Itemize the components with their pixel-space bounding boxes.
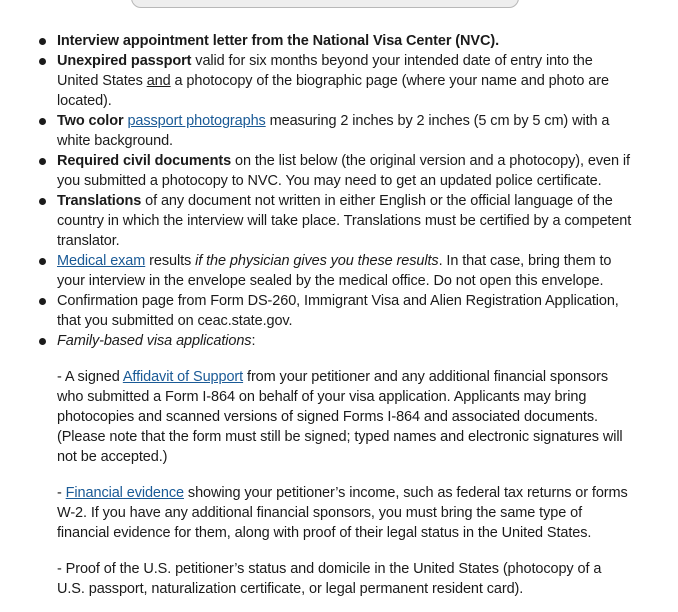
item-text: . In that case, bring them to your interview in the envelope sealed by the medical office. Do not open this envelope. [57,253,612,289]
bullet-icon [39,118,46,125]
bullet-icon [39,298,46,305]
affidavit-of-support-link[interactable]: Affidavit of Support [122,369,244,385]
list-item-ds260 [0,291,678,331]
bullet-icon [39,258,46,265]
item-bold-text: Unexpired passport [57,53,192,69]
item-text: results [145,253,196,269]
list-item-passport [0,51,678,111]
bullet-icon [39,158,46,165]
paragraph-text: - Proof of the U.S. petitioner’s status and domicile in the United States (photocopy of a U.S. passport, naturalization certificate, or legal permanent resident card). [57,561,602,597]
item-text: of any document not written in either English or the official language of the country in which the interview will take place. Translations must be certified by a competent translator. [57,193,632,249]
list-item-translations [0,191,678,251]
paragraph-prefix: - A signed [57,369,123,385]
list-item-photos [0,111,678,151]
paragraph-text: showing your petitioner’s income, such as federal tax returns or forms W-2. If you have any additional financial sponsors, you must bring the same type of financial evidence for them, along with proof of their legal status in the United States. [57,485,628,541]
financial-evidence-link[interactable]: Financial evidence [65,485,184,501]
item-text: Confirmation page from Form DS-260, Immigrant Visa and Alien Registration Application, that you submitted on ceac.state.gov. [57,293,619,329]
item-bold-text: Required civil documents [57,153,232,169]
medical-exam-link[interactable]: Medical exam [57,253,146,269]
paragraph-text: from your petitioner and any additional financial sponsors who submitted a Form I-864 on behalf of your visa application. Applicants may bring photocopies and scanned versions of signed Forms I-864 and associated documents. (Please note that the form must still be signed; typed names and electronic signatures will not be accepted.) [57,369,623,465]
required-documents-list [0,31,678,351]
list-item-family-based [0,331,678,351]
status-proof-paragraph [0,559,678,599]
item-bold-text: Interview appointment letter from the National Visa Center (NVC). [57,33,500,49]
document-content [0,31,678,599]
bullet-icon [39,198,46,205]
list-item-civil-documents [0,151,678,191]
affidavit-paragraph [0,367,678,467]
item-underlined-text: and [146,73,171,89]
paragraph-prefix: - [57,485,66,501]
bullet-icon [39,58,46,65]
item-text: valid for six months beyond your intended date of entry into the United States [57,53,593,89]
top-bar [131,0,519,8]
item-text: a photocopy of the biographic page (where your name and photo are located). [57,73,609,109]
bullet-icon [39,38,46,45]
item-bold-text: Translations [57,193,142,209]
list-item-nvc-letter [0,31,678,51]
item-bold-text: Two color [57,113,124,129]
item-italic-text: if the physician gives you these results [195,253,439,269]
list-item-medical-exam [0,251,678,291]
item-italic-text: Family-based visa applications [57,333,252,349]
bullet-icon [39,338,46,345]
passport-photographs-link[interactable]: passport photographs [127,113,266,129]
item-text: measuring 2 inches by 2 inches (5 cm by 5 cm) with a white background. [57,113,610,149]
item-text: on the list below (the original version and a photocopy), even if you submitted a photocopy to NVC. You may need to get an updated police certificate. [57,153,630,189]
item-text: : [251,333,256,349]
financial-evidence-paragraph [0,483,678,543]
